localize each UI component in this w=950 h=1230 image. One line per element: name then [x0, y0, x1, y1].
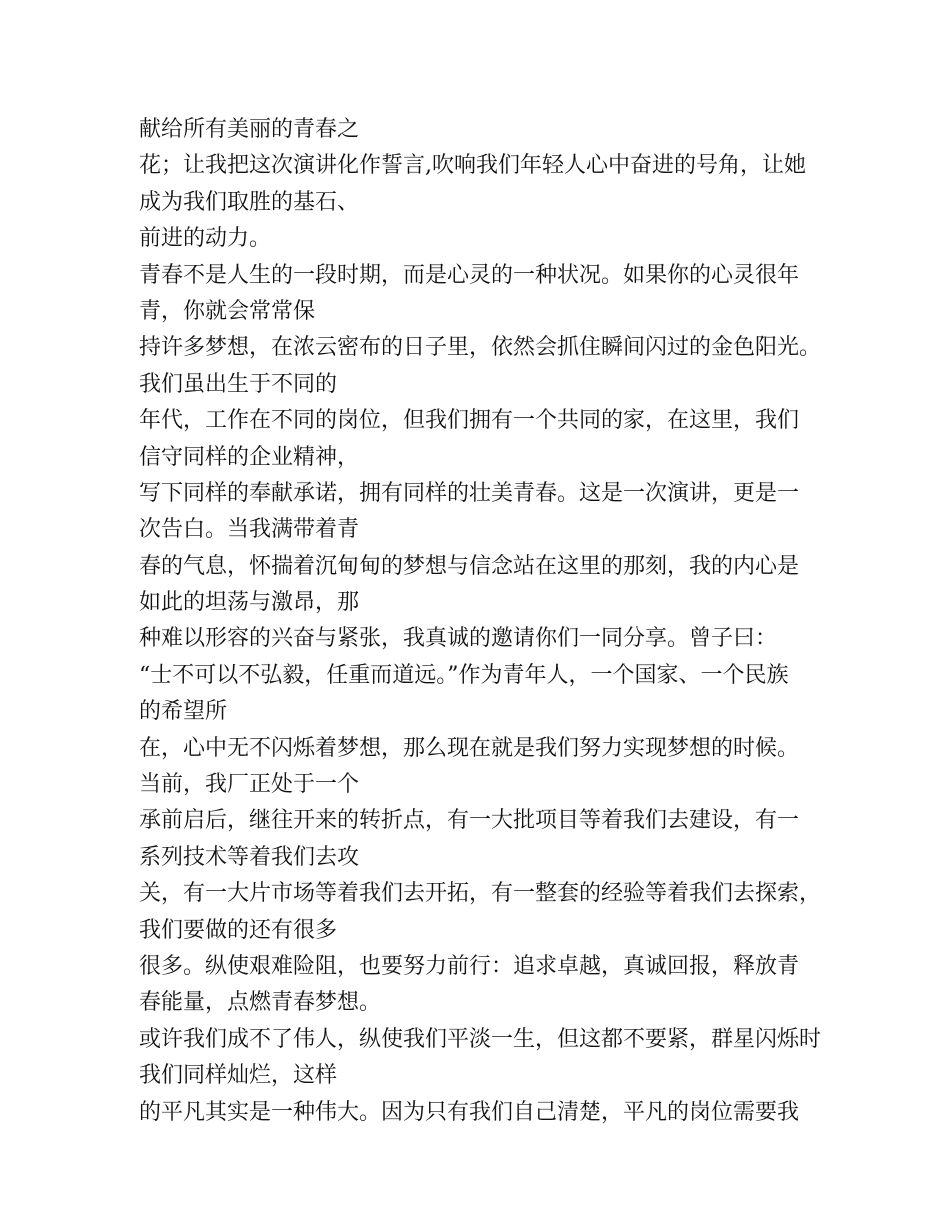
text-line: 青春不是人生的一段时期，而是心灵的一种状况。如果你的心灵很年	[139, 262, 800, 288]
text-line: 次告白。当我满带着青	[139, 517, 360, 543]
text-line: 种难以形容的兴奋与紧张，我真诚的邀请你们一同分享。曾子曰：	[139, 626, 778, 652]
text-line: 很多。纵使艰难险阻，也要努力前行：追求卓越，真诚回报，释放青	[139, 953, 800, 979]
text-line: 我们同样灿烂，这样	[139, 1063, 338, 1089]
text-line: 的希望所	[139, 699, 228, 725]
text-line: 花；让我把这次演讲化作誓言,吹响我们年轻人心中奋进的号角，让她	[139, 153, 806, 179]
text-line: 献给所有美丽的青春之	[139, 117, 360, 142]
document-body	[139, 112, 829, 1131]
text-line: 年代，工作在不同的岗位，但我们拥有一个共同的家，在这里，我们	[139, 408, 800, 434]
text-line: 写下同样的奉献承诺，拥有同样的壮美青春。这是一次演讲，更是一	[139, 480, 800, 506]
text-line: 关，有一大片市场等着我们去开拓，有一整套的经验等着我们去探索，	[139, 881, 822, 907]
text-line: 我们虽出生于不同的	[139, 371, 338, 397]
text-line: 春的气息，怀揣着沉甸甸的梦想与信念站在这里的那刻，我的内心是	[139, 553, 800, 579]
text-line: “士不可以不弘毅，任重而道远。”作为青年人，一个国家、一个民族	[139, 662, 789, 688]
text-line: 的平凡其实是一种伟大。因为只有我们自己清楚，平凡的岗位需要我	[139, 1099, 800, 1125]
text-line: 如此的坦荡与激昂，那	[139, 590, 360, 616]
text-line: 春能量，点燃青春梦想。	[139, 990, 382, 1016]
text-line: 系列技术等着我们去攻	[139, 844, 360, 870]
text-line: 信守同样的企业精神，	[139, 444, 360, 470]
text-line: 青，你就会常常保	[139, 298, 316, 324]
text-line: 当前，我厂正处于一个	[139, 772, 360, 798]
text-line: 持许多梦想，在浓云密布的日子里，依然会抓住瞬间闪过的金色阳光。	[139, 335, 822, 361]
text-line: 承前启后，继往开来的转折点，有一大批项目等着我们去建设，有一	[139, 808, 800, 834]
text-line: 前进的动力。	[139, 226, 272, 252]
text-line: 我们要做的还有很多	[139, 917, 338, 943]
text-line: 或许我们成不了伟人，纵使我们平淡一生，但这都不要紧，群星闪烁时	[139, 1026, 822, 1052]
text-line: 在，心中无不闪烁着梦想，那么现在就是我们努力实现梦想的时候。	[139, 735, 800, 761]
text-line: 成为我们取胜的基石、	[139, 189, 360, 215]
